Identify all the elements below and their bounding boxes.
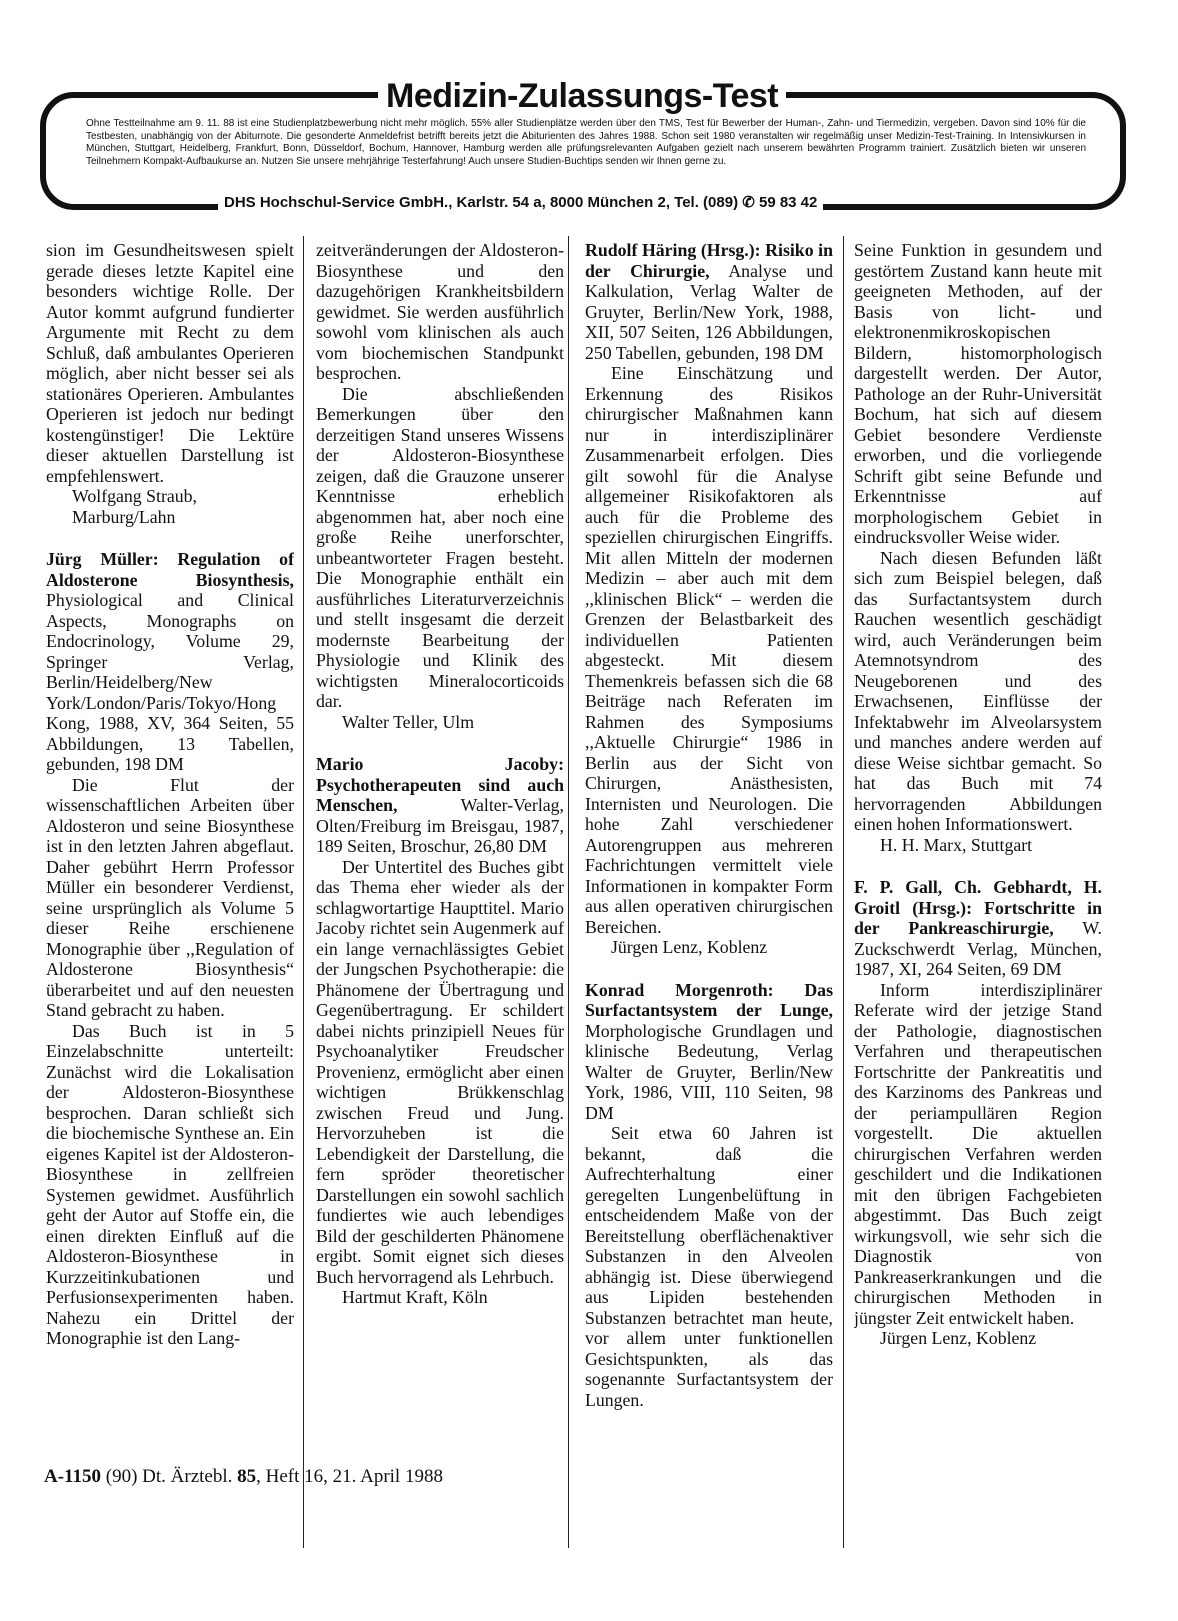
reviewer-signature: Walter Teller, Ulm <box>342 711 475 732</box>
book-details: Morphologische Grundlagen und klinische Bedeutung, Verlag Walter de Gruyter, Berlin/New York, 1986, VIII, 110 Seiten, 98 DM <box>585 1020 833 1123</box>
book-heading <box>585 240 833 363</box>
paragraph: Seit etwa 60 Jahren ist bekannt, daß die Aufrechterhaltung einer geregelten Lungenbelüftung in entscheidendem Maße von der Bereitstellung oberflächenaktiver Substanzen in den Alveolen abhängig ist. Diese überwiegend aus Lipiden bestehenden Substanzen betrachtet man heute, vor allem unter funktionellen Gesichtspunkten, als das sogenannte Surfactantsystem der Lungen. <box>585 1123 833 1410</box>
advertisement <box>40 77 1130 218</box>
book-heading <box>316 754 564 857</box>
paragraph: Eine Einschätzung und Erkennung des Risikos chirurgischer Maßnahmen kann nur in interdisziplinärer Zusammenarbeit erfolgen. Dies gilt sowohl für die Analyse allgemeiner Risikofaktoren als auch für die Probleme des speziellen chirurgischen Eingriffs. Mit allen Mitteln der modernen Medizin – aber auch mit dem ,,klinischen Blick“ – werden die Grenzen der Belastbarkeit des individuellen Patienten abgesteckt. Mit diesem Themenkreis befassen sich die 68 Beiträge nach Referaten im Rahmen des Symposiums ,,Aktuelle Chirurgie“ 1986 in Berlin aus der Sicht von Chirurgen, Anästhesisten, Internisten und Neurologen. Die hohe Zahl verschiedener Autorengruppen aus mehreren Fachrichtungen vermittelt viele Informationen in kompakter Form aus allen operativen chirurgischen Bereichen. <box>585 363 833 937</box>
page-footer <box>44 1466 443 1488</box>
reviewer-signature: Jürgen Lenz, Koblenz <box>611 937 768 957</box>
book-title: Konrad Morgenroth: Das Surfactantsystem der Lunge, <box>585 979 833 1020</box>
volume-number: 85 <box>237 1466 257 1487</box>
issue-date: , Heft 16, 21. April 1988 <box>256 1466 443 1487</box>
book-title: Jürg Müller: Regulation of Aldosterone Biosynthesis, <box>46 549 294 590</box>
book-title: F. P. Gall, Ch. Gebhardt, H. Groitl (Hrsg.): Fortschritte in der Pankreaschirurgie, <box>854 877 1102 938</box>
book-heading <box>585 980 833 1124</box>
paragraph: Inform interdisziplinärer Referate wird der jetzige Stand der Pathologie, diagnostischen Verfahren und therapeutischen Fortschritte der Pankreatitis und des Karzinoms des Pankreas und der periampullären Region vorgestellt. Die aktuellen chirurgischen Verfahren werden geschildert und die Indikationen mit den übrigen Fachgebieten abgestimmt. Das Buch zeigt wirkungsvoll, wie sehr sich die Diagnostik von Pankreaserkrankungen und die chirurgischen Methoden in jüngster Zeit entwickelt haben. <box>854 979 1102 1328</box>
reviewer-signature: Hartmut Kraft, Köln <box>342 1287 488 1307</box>
book-details: W. Zuckschwerdt Verlag, München, 1987, XI, 264 Seiten, 69 DM <box>854 918 1102 979</box>
column-1 <box>46 240 294 1580</box>
book-title: Mario Jacoby: Psychotherapeuten sind auch Menschen, <box>316 754 564 815</box>
reviewer-signature: H. H. Marx, Stuttgart <box>880 834 1033 855</box>
ad-title: Medizin-Zulassungs-Test <box>378 76 786 116</box>
ad-body: Ohne Testteilnahme am 9. 11. 88 ist eine Studienplatzbewerbung nicht mehr möglich. 55% aller Studienplätze werden über den TMS, Test für Bewerber der Human-, Zahn- und Tiermedizin, vergeben. Davon sind 10% für die Testbesten, unabhängig von der Abiturnote. Die gesonderte Anmeldefrist betrifft bereits jetzt die Abiturienten des Jahres 1988. Schon seit 1980 veranstalten wir regelmäßig unser Medizin-Test-Training. In Intensivkursen in München, Stuttgart, Heidelberg, Frankfurt, Bonn, Düsseldorf, Bochum, Hannover, Hamburg werden alle prüfungsrelevanten Aufgaben gezielt nach unserem bewährten Programm trainiert. Zusätzlich bieten wir unseren Teilnehmern Kompakt-Aufbaukurse an. Nutzen Sie unsere mehrjährige Testerfahrung! Auch unsere Studien-Buchtips senden wir Ihnen gerne zu. <box>86 118 1086 167</box>
book-details: Walter-Verlag, Olten/Freiburg im Breisgau, 1987, 189 Seiten, Broschur, 26,80 DM <box>316 795 564 856</box>
column-2 <box>316 240 564 1580</box>
page-number: A-1150 <box>44 1466 101 1487</box>
reviewer-signature: Jürgen Lenz, Koblenz <box>880 1328 1037 1348</box>
book-heading <box>46 549 294 775</box>
column-divider <box>568 236 569 1548</box>
paragraph: zeitveränderungen der Aldosteron-Biosynthese und den dazugehörigen Krankheitsbildern gewidmet. Sie werden ausführlich sowohl vom klinischen als auch vom biochemischen Standpunkt besprochen. <box>316 240 564 383</box>
paragraph: Das Buch ist in 5 Einzelabschnitte unterteilt: Zunächst wird die Lokalisation der Aldosteron-Biosynthese besprochen. Daran schließt sich die biochemische Synthese an. Ein eigenes Kapitel ist der Aldosteron-Biosynthese in zellfreien Systemen gewidmet. Ausführlich geht der Autor auf Stoffe ein, die einen direkten Einfluß auf die Aldosteron-Biosynthese in Kurzzeitinkubationen und Perfusionsexperimenten haben. Nahezu ein Drittel der Monographie ist den Lang- <box>46 1020 294 1348</box>
column-3 <box>585 240 833 1580</box>
book-title: Rudolf Häring (Hrsg.): Risiko in der Chirurgie, <box>585 240 833 281</box>
book-details: Analyse und Kalkulation, Verlag Walter de Gruyter, Berlin/New York, 1988, XII, 507 Seiten, 126 Abbildungen, 250 Tabellen, gebunden, 198 DM <box>585 260 833 363</box>
column-4 <box>854 240 1102 1580</box>
ad-contact: DHS Hochschul-Service GmbH., Karlstr. 54 a, 8000 München 2, Tel. (089) ✆ 59 83 42 <box>218 192 823 214</box>
paragraph: Seine Funktion in gesundem und gestörtem Zustand kann heute mit geeigneten Methoden, auf der Basis von licht- und elektronenmikroskopischen Bildern, histomorphologisch dargestellt werden. Der Autor, Pathologe an der Ruhr-Universität Bochum, hat sich auf diesem Gebiet besondere Verdienste erworben, und die vorliegende Schrift gibt seine Befunde und Erkenntnisse auf morphologischem Gebiet in eindrucksvoller Weise wider. <box>854 240 1102 547</box>
reviewer-signature: Wolfgang Straub, <box>72 486 197 506</box>
column-divider <box>843 236 844 1548</box>
paragraph: Die abschließenden Bemerkungen über den derzeitigen Stand unseres Wissens der Aldosteron-Biosynthese zeigen, daß die Grauzone unserer Kenntnisse erheblich abgenommen hat, aber noch eine große Reihe unerforschter, unbeantworteter Fragen besteht. Die Monographie enthält ein ausführliches Literaturverzeichnis und stellt insgesamt die derzeit modernste Bearbeitung der Physiologie und Klinik des wichtigsten Mineralocorticoids dar. <box>316 383 564 711</box>
column-divider <box>303 236 304 1548</box>
paragraph: sion im Gesundheitswesen spielt gerade dieses letzte Kapitel eine besonders wichtige Rolle. Der Autor kommt aufgrund fundierter Argumente mit Recht zu dem Schluß, daß ambulantes Operieren möglich, aber nicht besser sei als stationäres Operieren. Ambulantes Operieren ist jedoch nur bedingt kostengünstiger! Die Lektüre dieser aktuellen Darstellung ist empfehlenswert. <box>46 240 294 486</box>
reviewer-location: Marburg/Lahn <box>72 506 176 527</box>
paragraph: Nach diesen Befunden läßt sich zum Beispiel belegen, daß das Surfactantsystem durch Rauchen wesentlich geschädigt wird, auch Veränderungen beim Atemnotsyndrom des Neugeborenen und des Erwachsenen, Einflüsse der Infektabwehr im Alveolarsystem und manches andere werden auf diese Weise sichtbar gemacht. So hat das Buch mit 74 hervorragenden Abbildungen einen hohen Informationswert. <box>854 547 1102 834</box>
paragraph: Der Untertitel des Buches gibt das Thema eher wieder als der schlagwortartige Haupttitel. Mario Jacoby richtet sein Augenmerk auf ein lange vernachlässigtes Gebiet der Jungschen Psychotherapie: die Phänomene der Übertragung und Gegenübertragung. Er schildert dabei nichts prinzipiell Neues für Psychoanalytiker Freudscher Provenienz, ermöglicht aber einen wichtigen Brükkenschlag zwischen Freud und Jung. Hervorzuheben ist die Lebendigkeit der Darstellung, die fern spröder theoretischer Darstellungen ein sowohl sachlich fundiertes wie auch lebendiges Bild der geschilderten Phänomene ergibt. Somit eignet sich dieses Buch hervorragend als Lehrbuch. <box>316 856 564 1287</box>
journal-name: (90) Dt. Ärztebl. <box>101 1466 238 1487</box>
book-details: Physiological and Clinical Aspects, Monographs on Endocrinology, Volume 29, Springer Verlag, Berlin/Heidelberg/New York/London/Paris/Tokyo/Hong Kong, 1988, XV, 364 Seiten, 55 Abbildungen, 13 Tabellen, gebunden, 198 DM <box>46 590 294 774</box>
book-heading <box>854 877 1102 980</box>
paragraph: Die Flut der wissenschaftlichen Arbeiten über Aldosteron und seine Biosynthese ist in den letzten Jahren abgeflaut. Daher gebührt Herrn Professor Müller ein besonderer Verdienst, seine ursprünglich als Volume 5 dieser Reihe erschienene Monographie über ,,Regulation of Aldosterone Biosynthesis“ überarbeitet und auf den neuesten Stand gebracht zu haben. <box>46 774 294 1020</box>
